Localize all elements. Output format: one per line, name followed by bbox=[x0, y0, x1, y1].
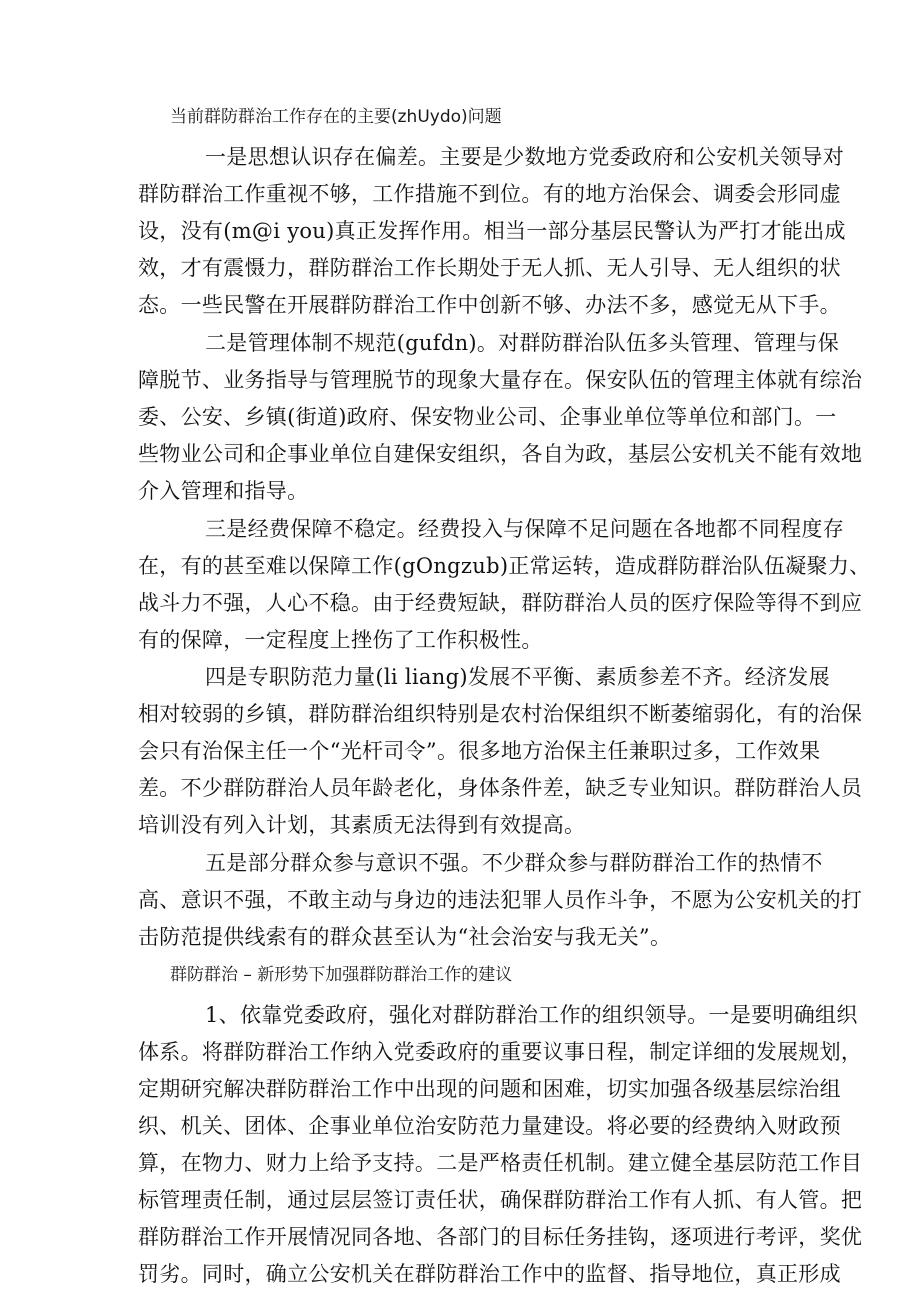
paragraph-line: 态。一些民警在开展群防群治工作中创新不够、办法不多，感觉无从下手。 bbox=[138, 293, 841, 317]
section-heading-suggestions: 群防群治 – 新形势下加强群防群治工作的建议 bbox=[170, 965, 513, 985]
paragraph-line: 委、公安、乡镇(街道)政府、保安物业公司、企事业单位等单位和部门。一 bbox=[138, 405, 837, 429]
paragraph-line: 1、依靠党委政府，强化对群防群治工作的组织领导。一是要明确组织 bbox=[205, 1003, 858, 1027]
paragraph-line: 会只有治保主任一个“光杆司令”。很多地方治保主任兼职过多，工作效果 bbox=[138, 739, 821, 763]
paragraph-line: 群防群治工作开展情况同各地、各部门的目标任务挂钩，逐项进行考评，奖优 bbox=[138, 1225, 863, 1249]
paragraph-line: 四是专职防范力量(li liang)发展不平衡、素质参差不齐。经济发展 bbox=[205, 665, 830, 689]
paragraph-line: 战斗力不强，人心不稳。由于经费短缺，群防群治人员的医疗保险等得不到应 bbox=[138, 591, 863, 615]
paragraph-line: 些物业公司和企事业单位自建保安组织，各自为政，基层公安机关不能有效地 bbox=[138, 442, 863, 466]
paragraph-line: 障脱节、业务指导与管理脱节的现象大量存在。保安队伍的管理主体就有综治 bbox=[138, 368, 863, 392]
paragraph-line: 高、意识不强，不敢主动与身边的违法犯罪人员作斗争，不愿为公安机关的打 bbox=[138, 888, 863, 912]
paragraph-line: 罚劣。同时，确立公安机关在群防群治工作中的监督、指导地位，真正形成 bbox=[138, 1262, 841, 1286]
paragraph-line: 击防范提供线索有的群众甚至认为“社会治安与我无关”。 bbox=[138, 925, 672, 949]
paragraph-line: 标管理责任制，通过层层签订责任状，确保群防群治工作有人抓、有人管。把 bbox=[138, 1188, 863, 1212]
section-heading-problems: 当前群防群治工作存在的主要(zhUydo)问题 bbox=[170, 107, 502, 127]
paragraph-line: 定期研究解决群防群治工作中出现的问题和困难，切实加强各级基层综治组 bbox=[138, 1077, 841, 1101]
paragraph-line: 三是经费保障不稳定。经费投入与保障不足问题在各地都不同程度存 bbox=[205, 517, 844, 541]
paragraph-line: 培训没有列入计划，其素质无法得到有效提高。 bbox=[138, 813, 586, 837]
paragraph-line: 在，有的甚至难以保障工作(gOngzub)正常运转，造成群防群治队伍凝聚力、 bbox=[138, 554, 871, 578]
paragraph-line: 五是部分群众参与意识不强。不少群众参与群防群治工作的热情不 bbox=[205, 851, 823, 875]
paragraph-line: 设，没有(m@i you)真正发挥作用。相当一部分基层民警认为严打才能出成 bbox=[138, 219, 846, 243]
paragraph-line: 介入管理和指导。 bbox=[138, 479, 309, 503]
paragraph-line: 差。不少群防群治人员年龄老化，身体条件差，缺乏专业知识。群防群治人员 bbox=[138, 776, 863, 800]
paragraph-line: 织、机关、团体、企事业单位治安防范力量建设。将必要的经费纳入财政预 bbox=[138, 1114, 841, 1138]
paragraph-line: 有的保障，一定程度上挫伤了工作积极性。 bbox=[138, 628, 543, 652]
paragraph-line: 效，才有震慑力，群防群治工作长期处于无人抓、无人引导、无人组织的状 bbox=[138, 256, 841, 280]
paragraph-line: 群防群治工作重视不够，工作措施不到位。有的地方治保会、调委会形同虚 bbox=[138, 182, 841, 206]
paragraph-line: 相对较弱的乡镇，群防群治组织特别是农村治保组织不断萎缩弱化，有的治保 bbox=[138, 702, 863, 726]
paragraph-line: 一是思想认识存在偏差。主要是少数地方党委政府和公安机关领导对 bbox=[205, 145, 844, 169]
paragraph-line: 算，在物力、财力上给予支持。二是严格责任机制。建立健全基层防范工作目 bbox=[138, 1151, 863, 1175]
paragraph-line: 体系。将群防群治工作纳入党委政府的重要议事日程，制定详细的发展规划， bbox=[138, 1040, 863, 1064]
paragraph-line: 二是管理体制不规范(gufdn)。对群防群治队伍多头管理、管理与保 bbox=[205, 331, 839, 355]
